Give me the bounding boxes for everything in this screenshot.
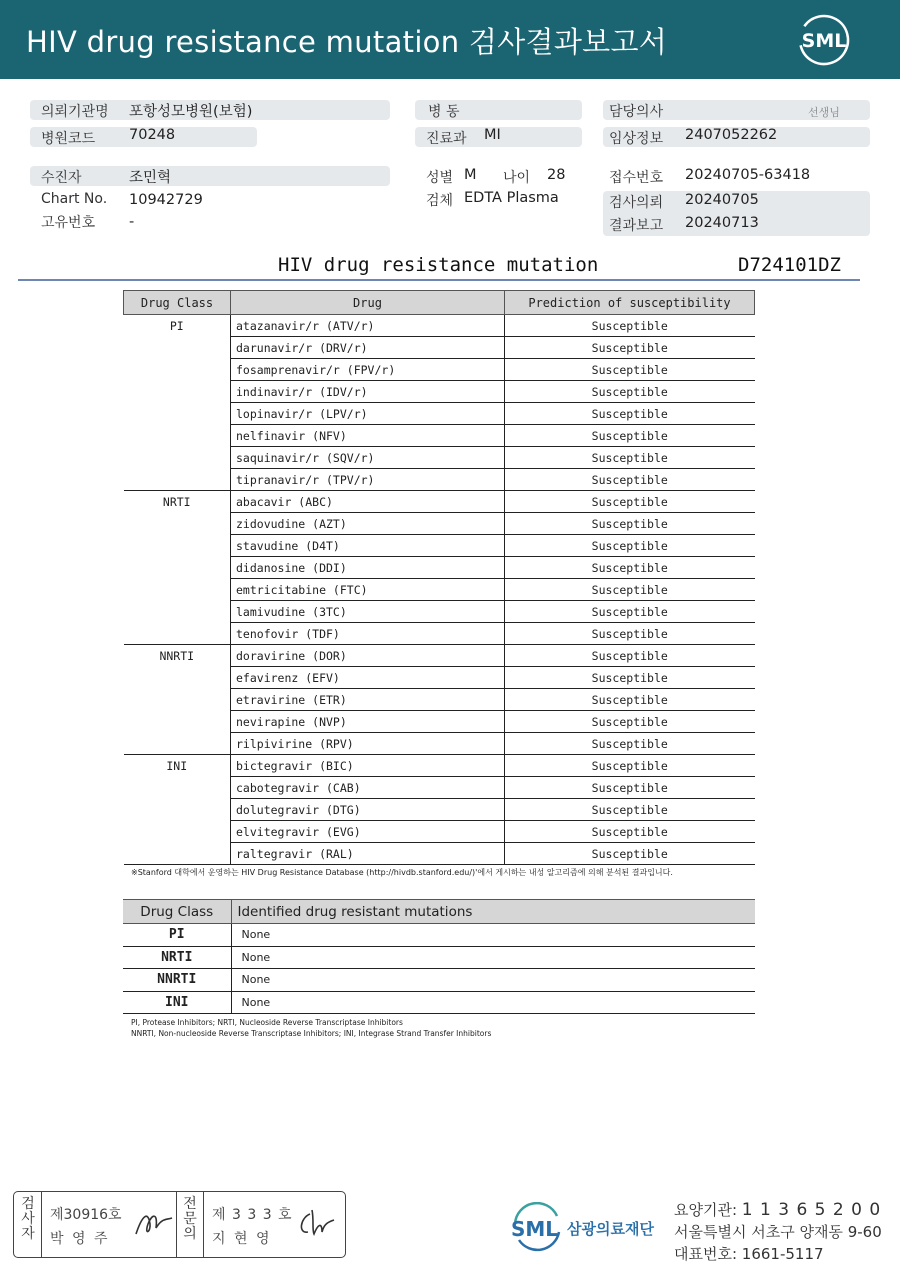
drug-class-cell: INI xyxy=(123,991,231,1014)
specimen-value: EDTA Plasma xyxy=(464,190,559,206)
col-drug: Drug xyxy=(231,291,505,315)
sex-label: 성별 xyxy=(426,170,454,186)
table-row xyxy=(124,557,755,579)
prediction-cell: Susceptible xyxy=(505,733,755,755)
org-code-label: 요양기관: xyxy=(674,1201,738,1219)
drug-class-cell: INI xyxy=(166,759,188,773)
susceptibility-table-body xyxy=(124,315,755,865)
drug-cell: tenofovir (TDF) xyxy=(231,623,505,645)
drug-class-cell xyxy=(124,777,231,799)
sml-logo-text: SML xyxy=(801,30,847,52)
drug-cell: zidovudine (AZT) xyxy=(231,513,505,535)
drug-cell: emtricitabine (FTC) xyxy=(231,579,505,601)
dept-value: MI xyxy=(484,127,501,143)
phone-label: 대표번호: xyxy=(674,1245,738,1263)
table-header-row xyxy=(123,900,755,924)
drug-class-cell xyxy=(124,821,231,843)
drug-class-cell xyxy=(124,447,231,469)
mutation-cell: None xyxy=(231,924,755,947)
label-char: 자 xyxy=(21,1226,35,1242)
drug-cell: tipranavir/r (TPV/r) xyxy=(231,469,505,491)
table-row xyxy=(124,381,755,403)
drug-cell: bictegravir (BIC) xyxy=(231,755,505,777)
table-row xyxy=(124,491,755,513)
prediction-cell: Susceptible xyxy=(505,601,755,623)
drug-cell: saquinavir/r (SQV/r) xyxy=(231,447,505,469)
drug-cell: dolutegravir (DTG) xyxy=(231,799,505,821)
dept-label: 진료과 xyxy=(426,131,467,147)
prediction-cell: Susceptible xyxy=(505,513,755,535)
table-row xyxy=(124,821,755,843)
label-char: 검 xyxy=(21,1196,35,1212)
section-code: D724101DZ xyxy=(738,254,841,276)
phone-number: 1661-5117 xyxy=(741,1245,824,1263)
drug-class-cell xyxy=(124,667,231,689)
abbreviation-line-2: NNRTI, Non-nucleoside Reverse Transcriptase Inhibitors; INI, Integrase Strand Transfer Inhibitors xyxy=(131,1029,492,1038)
org-code: 1 1 3 6 5 2 0 0 xyxy=(741,1200,882,1220)
tester-license: 제30916호 xyxy=(50,1207,122,1223)
drug-class-cell xyxy=(124,799,231,821)
prediction-cell: Susceptible xyxy=(505,425,755,447)
drug-cell: efavirenz (EFV) xyxy=(231,667,505,689)
divider xyxy=(203,1192,204,1257)
sml-logo xyxy=(796,12,852,68)
prediction-cell: Susceptible xyxy=(505,755,755,777)
report-title: HIV drug resistance mutation 검사결과보고서 xyxy=(26,25,668,59)
patient-label: 수진자 xyxy=(41,170,82,186)
mutation-cell: None xyxy=(231,946,755,969)
table-row xyxy=(123,991,755,1014)
drug-class-cell xyxy=(124,425,231,447)
prediction-cell: Susceptible xyxy=(505,843,755,865)
table-row xyxy=(124,711,755,733)
chart-label: Chart No. xyxy=(41,191,108,207)
clinical-value: 2407052262 xyxy=(685,127,778,143)
prediction-cell: Susceptible xyxy=(505,711,755,733)
drug-class-cell: PI xyxy=(123,924,231,947)
drug-class-cell: NNRTI xyxy=(159,649,195,663)
org-code-line xyxy=(674,1199,881,1220)
drug-cell: raltegravir (RAL) xyxy=(231,843,505,865)
drug-cell: fosamprenavir/r (FPV/r) xyxy=(231,359,505,381)
expert-label xyxy=(181,1197,199,1242)
section-title: HIV drug resistance mutation xyxy=(278,254,599,276)
report-label: 결과보고 xyxy=(609,218,664,234)
phone-line xyxy=(674,1243,824,1264)
drug-cell: indinavir/r (IDV/r) xyxy=(231,381,505,403)
expert-signature xyxy=(294,1204,340,1240)
table-row xyxy=(123,946,755,969)
prediction-cell: Susceptible xyxy=(505,337,755,359)
abbreviations xyxy=(131,1017,755,1039)
table-row xyxy=(124,843,755,865)
prediction-cell: Susceptible xyxy=(505,447,755,469)
drug-class-cell xyxy=(124,843,231,865)
divider xyxy=(41,1192,42,1257)
table-row xyxy=(124,579,755,601)
table-row xyxy=(124,755,755,777)
drug-class-cell xyxy=(124,403,231,425)
drug-class-cell xyxy=(124,579,231,601)
label-char: 문 xyxy=(183,1211,197,1227)
clinical-label: 임상정보 xyxy=(609,131,664,147)
col-drug-class: Drug Class xyxy=(123,900,231,924)
drug-class-cell: NRTI xyxy=(123,946,231,969)
prediction-cell: Susceptible xyxy=(505,799,755,821)
stanford-note: ※Stanford 대학에서 운영하는 HIV Drug Resistance Database (http://hivdb.stanford.edu/)'에서 게시하는 내성 알고리즘에 의해 분석된 결과입니다. xyxy=(131,868,673,877)
prediction-cell: Susceptible xyxy=(505,491,755,513)
drug-class-cell xyxy=(124,733,231,755)
mutation-cell: None xyxy=(231,991,755,1014)
prediction-cell: Susceptible xyxy=(505,645,755,667)
specimen-label: 검체 xyxy=(426,193,454,209)
prediction-cell: Susceptible xyxy=(505,535,755,557)
table-row xyxy=(124,623,755,645)
prediction-cell: Susceptible xyxy=(505,821,755,843)
col-drug-class: Drug Class xyxy=(124,291,231,315)
doctor-suffix: 선생님 xyxy=(808,106,840,119)
prediction-cell: Susceptible xyxy=(505,381,755,403)
sml-foundation-logo xyxy=(511,1202,671,1252)
patient-box xyxy=(30,166,390,186)
footer-logo-text: SML xyxy=(511,1217,559,1241)
signature-box xyxy=(13,1191,346,1258)
tester-label xyxy=(20,1197,36,1242)
drug-cell: nelfinavir (NFV) xyxy=(231,425,505,447)
drug-cell: doravirine (DOR) xyxy=(231,645,505,667)
table-row xyxy=(124,447,755,469)
prediction-cell: Susceptible xyxy=(505,315,755,337)
divider xyxy=(176,1192,177,1257)
drug-cell: elvitegravir (EVG) xyxy=(231,821,505,843)
sex-value: M xyxy=(464,167,477,183)
table-row xyxy=(124,315,755,337)
unique-label: 고유번호 xyxy=(41,215,96,231)
label-char: 의 xyxy=(183,1226,197,1242)
hospital-code-value: 70248 xyxy=(129,127,176,143)
drug-class-cell xyxy=(124,359,231,381)
drug-class-cell xyxy=(124,557,231,579)
prediction-cell: Susceptible xyxy=(505,469,755,491)
table-row xyxy=(124,733,755,755)
col-mutations: Identified drug resistant mutations xyxy=(231,900,755,924)
drug-class-cell: NRTI xyxy=(162,495,191,509)
prediction-cell: Susceptible xyxy=(505,667,755,689)
foundation-name: 삼광의료재단 xyxy=(567,1220,654,1238)
request-label: 검사의뢰 xyxy=(609,195,664,211)
prediction-cell: Susceptible xyxy=(505,579,755,601)
drug-cell: didanosine (DDI) xyxy=(231,557,505,579)
table-row xyxy=(124,337,755,359)
prediction-cell: Susceptible xyxy=(505,623,755,645)
col-prediction: Prediction of susceptibility xyxy=(505,291,755,315)
table-row xyxy=(124,799,755,821)
receipt-label: 접수번호 xyxy=(609,170,664,186)
drug-cell: stavudine (D4T) xyxy=(231,535,505,557)
table-row xyxy=(124,601,755,623)
drug-cell: cabotegravir (CAB) xyxy=(231,777,505,799)
table-row xyxy=(123,924,755,947)
report-header xyxy=(0,0,900,79)
drug-cell: darunavir/r (DRV/r) xyxy=(231,337,505,359)
section-divider xyxy=(18,279,860,281)
table-row xyxy=(123,969,755,992)
age-value: 28 xyxy=(547,167,566,183)
drug-class-cell xyxy=(124,689,231,711)
age-label: 나이 xyxy=(503,170,531,186)
drug-class-cell: PI xyxy=(169,319,184,333)
drug-class-cell xyxy=(124,469,231,491)
unique-value: - xyxy=(129,214,135,230)
institution-label: 의뢰기관명 xyxy=(41,104,109,120)
mutation-cell: None xyxy=(231,969,755,992)
prediction-cell: Susceptible xyxy=(505,359,755,381)
tester-name: 박 영 주 xyxy=(50,1231,110,1247)
table-row xyxy=(124,403,755,425)
drug-cell: lopinavir/r (LPV/r) xyxy=(231,403,505,425)
patient-value: 조민혁 xyxy=(129,170,172,186)
mutation-table xyxy=(123,899,755,1014)
table-row xyxy=(124,777,755,799)
prediction-cell: Susceptible xyxy=(505,777,755,799)
tester-signature xyxy=(132,1206,178,1242)
doctor-label: 담당의사 xyxy=(609,104,664,120)
drug-cell: rilpivirine (RPV) xyxy=(231,733,505,755)
drug-cell: abacavir (ABC) xyxy=(231,491,505,513)
table-row xyxy=(124,513,755,535)
chart-value: 10942729 xyxy=(129,192,203,208)
hospital-code-label: 병원코드 xyxy=(41,131,96,147)
drug-class-cell xyxy=(124,337,231,359)
drug-class-cell xyxy=(124,623,231,645)
drug-class-cell xyxy=(124,601,231,623)
table-row xyxy=(124,425,755,447)
drug-class-cell xyxy=(124,711,231,733)
table-row xyxy=(124,645,755,667)
expert-license: 제 3 3 3 호 xyxy=(212,1207,293,1223)
label-char: 전 xyxy=(183,1196,197,1212)
request-value: 20240705 xyxy=(685,192,759,208)
drug-cell: nevirapine (NVP) xyxy=(231,711,505,733)
table-row xyxy=(124,689,755,711)
address: 서울특별시 서초구 양재동 9-60 xyxy=(674,1223,882,1241)
prediction-cell: Susceptible xyxy=(505,689,755,711)
prediction-cell: Susceptible xyxy=(505,557,755,579)
drug-cell: atazanavir/r (ATV/r) xyxy=(231,315,505,337)
abbreviation-line-1: PI, Protease Inhibitors; NRTI, Nucleoside Reverse Transcriptase Inhibitors xyxy=(131,1018,403,1027)
table-row xyxy=(124,667,755,689)
table-row xyxy=(124,359,755,381)
table-header-row xyxy=(124,291,755,315)
drug-class-cell xyxy=(124,535,231,557)
ward-label: 병 동 xyxy=(428,104,460,120)
drug-class-cell: NNRTI xyxy=(123,969,231,992)
drug-class-cell xyxy=(124,381,231,403)
prediction-cell: Susceptible xyxy=(505,403,755,425)
expert-name: 지 현 영 xyxy=(212,1231,272,1247)
table-row xyxy=(124,535,755,557)
label-char: 사 xyxy=(21,1211,35,1227)
institution-value: 포항성모병원(보험) xyxy=(129,104,253,120)
report-value: 20240713 xyxy=(685,215,759,231)
drug-class-cell xyxy=(124,513,231,535)
susceptibility-table xyxy=(123,290,755,865)
table-row xyxy=(124,469,755,491)
drug-cell: etravirine (ETR) xyxy=(231,689,505,711)
drug-cell: lamivudine (3TC) xyxy=(231,601,505,623)
receipt-value: 20240705-63418 xyxy=(685,167,811,183)
